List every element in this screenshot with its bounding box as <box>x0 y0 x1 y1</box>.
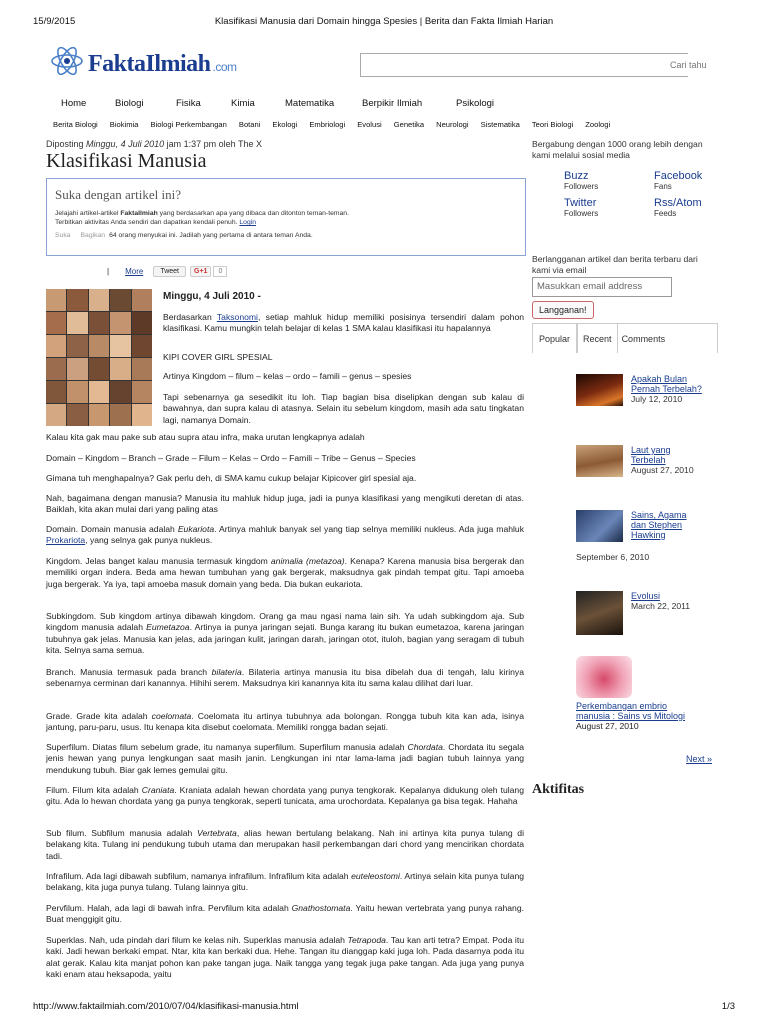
next-link[interactable]: Next » <box>686 754 713 764</box>
subnav-item[interactable]: Sistematika <box>480 120 520 129</box>
social-buzz[interactable]: Buzz <box>564 170 589 182</box>
page-title: Klasifikasi Manusia <box>46 150 207 172</box>
social-twitter[interactable]: Twitter <box>564 197 597 209</box>
atom-icon <box>50 44 84 78</box>
article-paragraph: Tapi sebenarnya ga sesedikit itu loh. Tiap bagian bisa diselipkan dengan sub kalau di bawahnya, dan supra kalau di atasnya. Selain itu sebelum kingdom, masih ada satu tingkatan lagi, namanya Domain. <box>163 392 524 425</box>
article-paragraph: Pervfilum. Halah, ada lagi di bawah infra. Pervfilum kita adalah Gnathostomata. Yaitu hewan vertebrata yang punya rahang. Buat menggigit gitu. <box>46 903 524 925</box>
article-paragraph: Filum. Filum kita adalah Craniata. Kraniata adalah hewan chordata yang punya tengkorak. Kepalanya didukung oleh tulang gitu. Ada lo hewan chordata yang ga punya tengkorak, seperti tunicata, ama urochordata. Kepalanya ga bisa tegak. Hahaha <box>46 785 524 807</box>
site-logo[interactable] <box>50 44 237 78</box>
tweet-button[interactable]: Tweet <box>153 266 186 277</box>
nav-fisika[interactable]: Fisika <box>176 98 201 109</box>
nav-kimia[interactable]: Kimia <box>231 98 255 109</box>
tab-popular[interactable]: Popular <box>533 324 577 353</box>
article-paragraph: Kingdom. Jelas banget kalau manusia termasuk kingdom animalia (metazoa). Kenapa? Karena manusia bisa bergerak dan memiliki organ indera. Beda ama hewan tumbuhan yang gak bergerak, maksudnya gak pindah tempat gitu. Tapi amoeba juga bergerak. Ya iya, tapi amoeba masuk domain yang beda. Dia bukan eukariota. <box>46 556 525 589</box>
subnav-item[interactable]: Berita Biologi <box>53 120 98 129</box>
sub-nav <box>53 120 610 129</box>
popular-thumb <box>576 374 623 406</box>
popular-item[interactable]: Evolusi March 22, 2011 <box>576 591 703 635</box>
subscribe-intro: Berlangganan artikel dan berita terbaru dari kami via email <box>532 254 698 275</box>
search-input[interactable] <box>360 53 688 77</box>
article-paragraph: Berdasarkan Taksonomi, setiap mahluk hidup memiliki posisinya tersendiri dalam pohon klasifikasi. Kamu mungkin telah belajar di kelas 1 SMA kalau klasifikasi itu hapalannya <box>163 312 524 334</box>
print-page: 1/3 <box>721 1001 735 1012</box>
tab-recent[interactable]: Recent <box>577 324 618 353</box>
print-footer <box>33 1001 735 1012</box>
sidebar-tabs <box>532 323 718 353</box>
article-paragraph: Subkingdom. Sub kingdom artinya dibawah kingdom. Orang ga mau ngasi nama lain sih. Ya udah subkingdom aja. Sub kingdom manusia adalah Eumetazoa. Artinya ia punya jaringan sejati. Bunga karang itu bukan eumetazoa, karena jaringan tubuhnya gak jelas. Manusia kan jelas, ada jaringan kulit, jaringan darah, jaringan otot, ituloh, bagian yang seragam di tubuh kita. Selnya sama semua. <box>46 611 524 655</box>
article-paragraph: Artinya Kingdom – filum – kelas – ordo – famili – genus – spesies <box>163 371 412 381</box>
print-header <box>33 16 735 27</box>
popular-thumb <box>576 656 632 698</box>
popular-date-wrapped: September 6, 2010 <box>576 552 650 562</box>
share-bar <box>107 266 227 277</box>
portraits-image <box>46 289 152 426</box>
subnav-item[interactable]: Neurologi <box>436 120 469 129</box>
likebox-heading: Suka dengan artikel ini? <box>55 187 181 202</box>
nav-berpikir-ilmiah[interactable]: Berpikir Ilmiah <box>362 98 423 109</box>
print-url: http://www.faktailmiah.com/2010/07/04/klasifikasi-manusia.html <box>33 1001 299 1012</box>
like-action[interactable]: Suka <box>55 232 71 239</box>
article-paragraph: Domain – Kingdom – Branch – Grade – Filum – Kelas – Ordo – Famili – Tribe – Genus – Species <box>46 453 416 463</box>
article-paragraph: Nah, bagaimana dengan manusia? Manusia itu mahluk hidup juga, jadi ia punya klasifikasi yang mengikuti deretan di atas. Baiklah, kita akan mulai dari yang paling atas <box>46 493 524 515</box>
subnav-item[interactable]: Genetika <box>393 120 425 129</box>
subnav-item[interactable]: Zoologi <box>585 120 611 129</box>
gplus-count: 0 <box>213 266 227 277</box>
article-paragraph: Superfilum. Diatas filum sebelum grade, itu namanya superfilum. Superfilum manusia adalah Chordata. Chordata itu segala jenis hewan yang punya lengkungan saat masih janin. Lengkungan ini ntar lama-lama jadi bagian tubuh lainnya yang mendukung tubuh. Biar gak lemes gemulai gitu. <box>46 742 524 775</box>
post-meta: Diposting Minggu, 4 Juli 2010 jam 1:37 pm oleh The X <box>46 139 263 149</box>
likebox-actions <box>55 232 313 239</box>
tab-comments[interactable]: Comments <box>621 334 666 344</box>
taksonomi-link[interactable]: Taksonomi <box>216 312 258 322</box>
subscribe-button[interactable]: Langganan! <box>532 301 594 319</box>
popular-item[interactable]: Sains, Agama dan Stephen Hawking <box>576 510 701 542</box>
login-link[interactable]: Login <box>239 219 257 226</box>
subnav-item[interactable]: Embriologi <box>309 120 346 129</box>
subnav-item[interactable]: Biokimia <box>109 120 139 129</box>
gplus-button[interactable]: G+1 <box>190 266 211 277</box>
article-paragraph: Domain. Domain manusia adalah Eukariota. Artinya mahluk banyak sel yang tiap selnya memiliki nukleus. Ada juga mahluk Prokariota, yang selnya gak punya nukleus. <box>46 524 524 546</box>
social-grid: Buzz Followers Facebook Fans Twitter Followers Rss/Atom Feeds <box>564 170 744 218</box>
likebox-text-2: Terbitkan aktivitas Anda sendiri dan dapatkan kendali penuh. Login <box>55 219 257 226</box>
print-title: Klasifikasi Manusia dari Domain hingga Spesies | Berita dan Fakta Ilmiah Harian <box>214 16 554 27</box>
nav-psikologi[interactable]: Psikologi <box>456 98 495 109</box>
subnav-item[interactable]: Ekologi <box>272 120 298 129</box>
aktifitas-heading: Aktifitas <box>532 782 585 797</box>
popular-item[interactable]: Perkembangan embrio manusia : Sains vs Mitologi August 27, 2010 <box>576 656 686 731</box>
search-label[interactable]: Cari tahu <box>670 60 707 70</box>
social-rss[interactable]: Rss/Atom <box>654 197 702 209</box>
nav-matematika[interactable]: Matematika <box>285 98 335 109</box>
article-paragraph: Infrafilum. Ada lagi dibawah subfilum, namanya infrafilum. Infrafilum kita adalah euteleostomi. Artinya selain kita punya tulang belakang, kita juga punya tulang. Tulang lainnya gitu. <box>46 871 525 893</box>
article-paragraph: Kalau kita gak mau pake sub atau supra atau infra, maka urutan lengkapnya adalah <box>46 432 365 442</box>
social-intro: Bergabung dengan 1000 orang lebih dengan kami melalui sosial media <box>532 139 703 160</box>
like-count: 64 orang menyukai ini. Jadilah yang pertama di antara teman Anda. <box>109 232 313 239</box>
print-date: 15/9/2015 <box>33 16 76 27</box>
subnav-item[interactable]: Botani <box>238 120 261 129</box>
article-paragraph: Superklas. Nah, uda pindah dari filum ke kelas nih. Superklas manusia adalah Tetrapoda. Tau kan arti tetra? Empat. Poda itu kaki. Jadi hewan berkaki empat. Ntar, kita kan berkaki dua. Hehe. Tangan itu dianggap kaki juga loh. Pada dasarnya poda itu alat gerak. Kalau kita manjat pohon kan pake tangan juga. Naik tangga yang tegak juga pake tangan. Ada juga yang punya kaki enam atau heksapoda, yaitu <box>46 935 524 979</box>
share-divider: | <box>107 267 110 276</box>
social-facebook[interactable]: Facebook <box>654 170 703 182</box>
nav-biologi[interactable]: Biologi <box>115 98 144 109</box>
article-paragraph: Grade. Grade kita adalah coelomata. Coelomata itu artinya tubuhnya ada bolongan. Rongga tubuh kita kan ada, isinya jantung, paru-paru, usus. Itu kenapa kita disebut coelomata. Memiliki rongga badan sejati. <box>46 711 524 733</box>
article-paragraph: Sub filum. Subfilum manusia adalah Vertebrata, alias hewan bertulang belakang. Nah ini artinya kita punya tulang di belakang kita. Tulang ini pendukung tubuh utama dan merupakan hasil perkembangan dari chord yang mencirikan chordata tadi. <box>46 828 524 861</box>
article-paragraph: Branch. Manusia termasuk pada branch bilateria. Bilateria artinya manusia itu bisa dibelah dua di tengah, lalu kirinya sebenarnya cerminan dari kanannya. Hihihi serem. Maksudnya kiri kanannya kita itu sama kalau dilihat dari luar. <box>46 667 525 689</box>
popular-item[interactable]: Laut yang Terbelah August 27, 2010 <box>576 445 703 477</box>
likebox-text: Jelajahi artikel-artikel FaktaIlmiah yang berdasarkan apa yang dibaca dan ditonton teman-teman. <box>55 210 349 217</box>
nav-home[interactable]: Home <box>61 98 87 109</box>
like-box <box>46 178 526 256</box>
popular-thumb <box>576 510 623 542</box>
article-paragraph: KIPI COVER GIRL SPESIAL <box>163 352 273 362</box>
article-paragraph: Gimana tuh menghapalnya? Gak perlu deh, di SMA kamu cukup belajar Kipicover girl spesial aja. <box>46 473 417 483</box>
more-link[interactable]: More <box>125 267 144 276</box>
popular-thumb <box>576 445 623 477</box>
subnav-item[interactable]: Teori Biologi <box>531 120 574 129</box>
subnav-item[interactable]: Evolusi <box>357 120 382 129</box>
subnav-item[interactable]: Biologi Perkembangan <box>150 120 227 129</box>
main-nav <box>61 98 494 109</box>
prokariota-link[interactable]: Prokariota <box>46 535 86 546</box>
popular-item[interactable]: Apakah Bulan Pernah Terbelah? July 12, 2010 <box>576 374 703 406</box>
logo-text: FaktaIlmiah .com <box>88 51 237 77</box>
popular-thumb <box>576 591 623 635</box>
date-heading: Minggu, 4 Juli 2010 - <box>163 291 261 302</box>
email-field[interactable]: Masukkan email address <box>532 277 672 297</box>
share-action[interactable]: Bagikan <box>80 232 106 239</box>
